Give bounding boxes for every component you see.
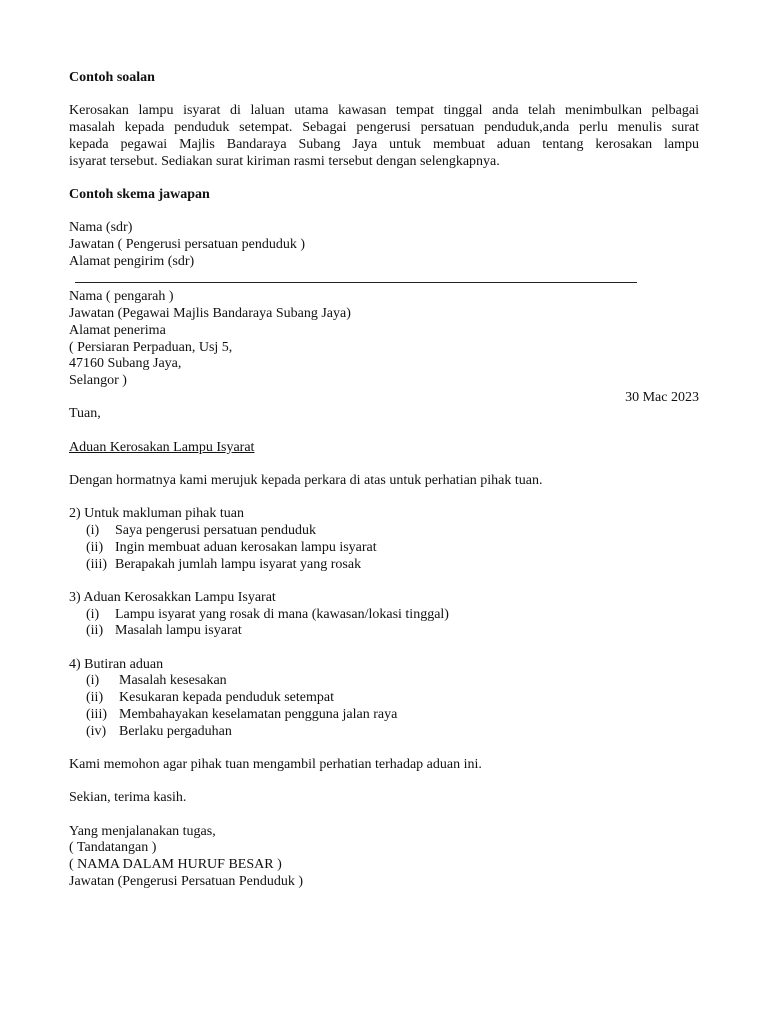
section-3 — [69, 590, 699, 640]
list-text: Ingin membuat aduan kerosakan lampu isyarat — [115, 539, 377, 555]
list-number: (ii) — [86, 623, 104, 639]
section-2 — [69, 506, 699, 573]
list-text: Berapakah jumlah lampu isyarat yang rosak — [115, 556, 362, 572]
question-line: kepada pegawai Majlis Bandaraya Subang Jaya untuk membuat aduan tentang kerosakan lampu — [69, 136, 699, 152]
list-text: Lampu isyarat yang rosak di mana (kawasan/lokasi tinggal) — [115, 606, 449, 622]
closing-request: Kami memohon agar pihak tuan mengambil perhatian terhadap aduan ini. — [69, 756, 482, 772]
recipient-address-line: 47160 Subang Jaya, — [69, 356, 182, 372]
list-number: (ii) — [86, 690, 104, 706]
recipient-position: Jawatan (Pegawai Majlis Bandaraya Subang Jaya) — [69, 306, 351, 322]
list-text: Berlaku pergaduhan — [119, 723, 232, 739]
list-item — [69, 540, 699, 557]
thanks-line: Sekian, terima kasih. — [69, 790, 187, 806]
signature-placeholder: ( Tandatangan ) — [69, 840, 157, 856]
recipient-name: Nama ( pengarah ) — [69, 289, 174, 305]
signer-name: ( NAMA DALAM HURUF BESAR ) — [69, 857, 282, 873]
list-text: Masalah lampu isyarat — [115, 623, 242, 639]
list-item — [69, 707, 699, 724]
question-line: isyarat tersebut. Sediakan surat kiriman rasmi tersebut dengan selengkapnya. — [69, 153, 500, 169]
list-text: Membahayakan keselamatan pengguna jalan raya — [119, 706, 398, 722]
section-heading: 3) Aduan Kerosakkan Lampu Isyarat — [69, 589, 276, 605]
section-heading: 2) Untuk makluman pihak tuan — [69, 506, 244, 522]
list-text: Masalah kesesakan — [119, 673, 227, 689]
letter-date: 30 Mac 2023 — [625, 389, 699, 405]
question-line: masalah kepada penduduk setempat. Sebagai pengerusi persatuan penduduk,anda perlu menulis surat — [69, 120, 699, 136]
list-number: (ii) — [86, 539, 104, 555]
signoff-block — [69, 824, 699, 891]
signer-position: Jawatan (Pengerusi Persatuan Penduduk ) — [69, 873, 304, 889]
list-number: (i) — [86, 523, 100, 539]
question-line: Kerosakan lampu isyarat di laluan utama kawasan tempat tinggal anda telah menimbulkan pelbagai — [69, 103, 699, 119]
section-heading: 4) Butiran aduan — [69, 656, 164, 672]
document-page — [69, 70, 699, 891]
letter-title-wrap — [69, 440, 699, 457]
section-4 — [69, 657, 699, 741]
list-item — [69, 690, 699, 707]
list-item — [69, 724, 699, 741]
list-text: Kesukaran kepada penduduk setempat — [119, 690, 334, 706]
list-text: Saya pengerusi persatuan penduduk — [115, 523, 316, 539]
list-number: (iii) — [86, 706, 107, 722]
list-item — [69, 607, 699, 624]
answer-heading: Contoh skema jawapan — [69, 186, 210, 202]
list-item — [69, 623, 699, 640]
sender-address: Alamat pengirim (sdr) — [69, 253, 195, 269]
question-paragraph — [69, 103, 699, 170]
letter-title: Aduan Kerosakan Lampu Isyarat — [69, 439, 255, 455]
recipient-address-line: Selangor ) — [69, 372, 127, 388]
sender-block — [69, 220, 699, 270]
divider-line — [75, 282, 637, 283]
opening-paragraph: Dengan hormatnya kami merujuk kepada perkara di atas untuk perhatian pihak tuan. — [69, 473, 543, 489]
list-number: (i) — [86, 606, 100, 622]
list-number: (iii) — [86, 556, 107, 572]
salutation: Tuan, — [69, 406, 101, 422]
list-item — [69, 673, 699, 690]
question-heading: Contoh soalan — [69, 70, 155, 85]
sender-position: Jawatan ( Pengerusi persatuan penduduk ) — [69, 236, 305, 252]
list-item — [69, 557, 699, 574]
list-item — [69, 523, 699, 540]
list-number: (iv) — [86, 723, 107, 739]
recipient-address-line: ( Persiaran Perpaduan, Usj 5, — [69, 339, 233, 355]
signoff-line: Yang menjalanakan tugas, — [69, 823, 216, 839]
list-number: (i) — [86, 673, 100, 689]
sender-name: Nama (sdr) — [69, 220, 133, 236]
recipient-address-label: Alamat penerima — [69, 322, 166, 338]
recipient-block — [69, 289, 699, 389]
